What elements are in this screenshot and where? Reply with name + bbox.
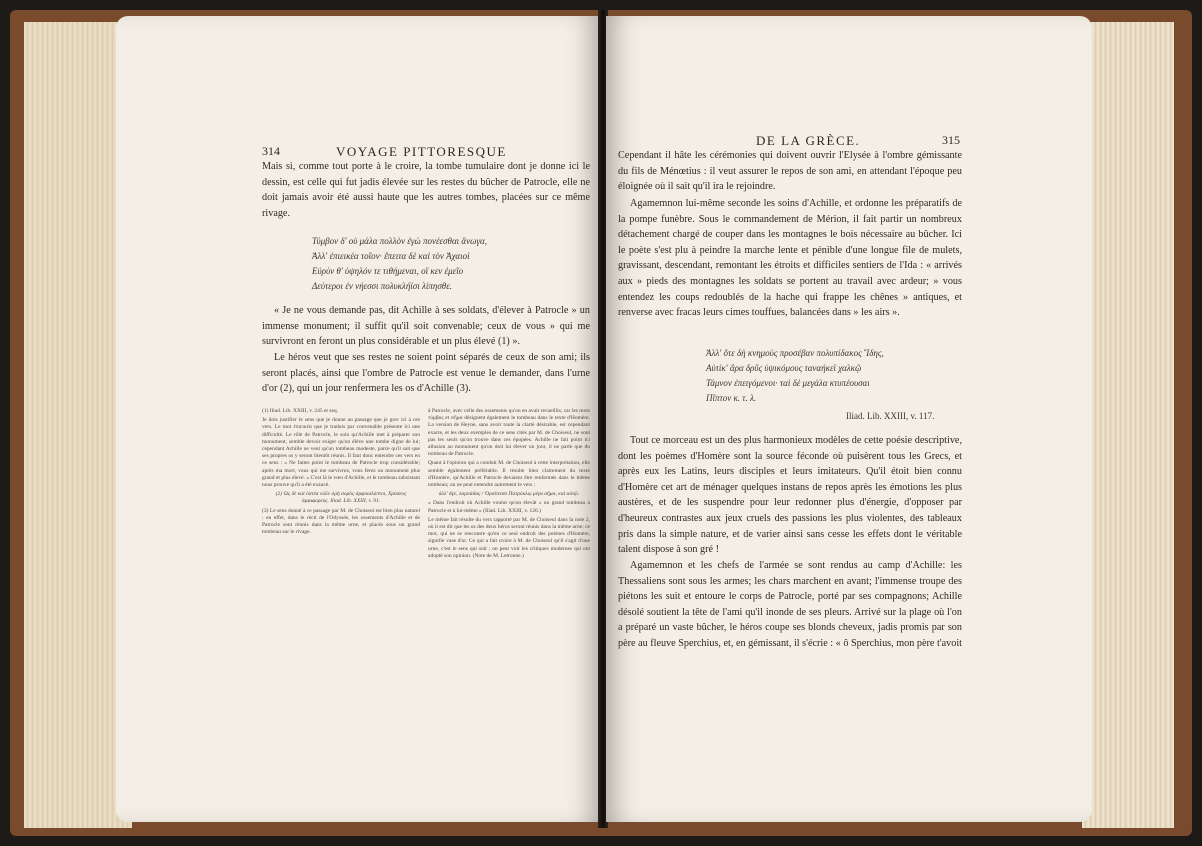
greek-verse: Δεύτεροι ἐν νήεσσι πολυκλήϊσι λίπησθε. bbox=[312, 281, 453, 291]
greek-verse: Εὐρύν θ' ὑψηλόν τε τιθήμεναι, οἵ κεν ἐμεῖο bbox=[312, 266, 464, 276]
footnote: « Dans l'endroit où Achille voulut qu'on élevât » un grand tombeau à Patrocle et à lui-même » (Iliad. Lib. XXIII, v. 126.) bbox=[428, 500, 590, 514]
greek-verse: Ἀλλ' ὅτε δὴ κνημοὺς προσέβαν πολυπίδακος Ἴδης, bbox=[706, 348, 884, 358]
right-paragraph-3: Tout ce morceau est un des plus harmonieux modèles de cette poésie descriptive, dont les poèmes d'Homère sont la source féconde où puisèrent tous les Grecs, et après eux les Latins, leurs disciples et leurs imitateurs. Qu'il étoit bien connu d'Homère cet art de ménager quelques instans de repos après les émotions les plus austères, et de les suspendre pour leur redonner plus d'énergie, d'opposer par d'heureux contrastes aux jeux cruels des passions les plus violentes, des tableaux pris dans la simple nature, et de varier ainsi sans cesse les effets dont le véritable talent dispose à son gré ! bbox=[618, 435, 962, 556]
left-running-head: VOYAGE PITTORESQUE bbox=[336, 144, 507, 159]
left-paragraph-1: Mais si, comme tout porte à le croire, la tombe tumulaire dont je donne ici le dessin, est celle qui fut jadis élevée sur les restes du bûcher de Patrocle, elle ne doit jamais avoir été aussi haute que les autres tombes, placées sur ce même rivage. bbox=[262, 161, 590, 219]
footnote: à Patrocle, avec celle des ossements qu'on en avait recueillis; car les mots τύμβος et σῆμα désignent également le tombeau dans le texte d'Homère. La version de Heyne, sans avoir toute la clarté désirable, est cependant exacte, et les deux exemples de ce sens cités par M. de Choiseul, ne sont pas les seuls qu'on trouve dans ces épopées. Achille ne fait point ici allusion au monument qu'on doit lui élever un jour, il ne parle que du tombeau de Patrocle. bbox=[428, 408, 590, 458]
page-edges-right bbox=[1082, 22, 1174, 828]
footnote: (3) Le sens donné à ce passage par M. de Choiseul est bien plus naturel : en effet, dans le récit de l'Odyssée, les ossements d'Achille et de Patrocle sont réunis dans la même urne, et placés sous un grand tombeau sur le rivage. bbox=[262, 507, 420, 536]
footnote-greek: (2) Ὡς δὲ καὶ ὀστέα νῶϊν ὁμὴ σορὸς ἀμφικαλύπτοι, Χρύσεος ἀμφιφορεύς. Iliad. Lib. XXIII, v. 91. bbox=[275, 491, 407, 505]
footnote: (1) Iliad. Lib. XXIII, v. 245 et seq. bbox=[262, 408, 339, 414]
right-page-number: 315 bbox=[942, 133, 960, 147]
left-page-number: 314 bbox=[262, 144, 280, 158]
left-footnotes-column-1 bbox=[262, 408, 420, 708]
footnote: Quant à l'opinion qui a conduit M. de Choiseul à cette interprétation, elle semble également préférable. Il résulte bien clairement du texte d'Homère, qu'Achille et Patrocle devaient être renfermés dans le même tombeau; on ne peut entendre autrement le vers : bbox=[428, 460, 590, 489]
greek-verse: Τάμνον ἐπειγόμενοι· ταὶ δὲ μεγάλα κτυπέουσαι bbox=[706, 378, 870, 388]
left-footnotes-column-2 bbox=[428, 408, 590, 708]
right-running-head: DE LA GRÈCE. bbox=[756, 133, 861, 148]
right-greek-quote bbox=[706, 346, 956, 406]
left-paragraph-2: « Je ne vous demande pas, dit Achille à ses soldats, d'élever à Patrocle » un immense monument; il suffit qu'il soit convenable; ceux de vous » qui me survivront en feront un plus considérable et un plus élevé (1) ». bbox=[262, 305, 590, 348]
right-citation: Iliad. Lib. XXIII, v. 117. bbox=[846, 411, 935, 421]
left-greek-quote bbox=[312, 234, 582, 294]
left-paragraph-3: Le héros veut que ses restes ne soient point séparés de ceux de son ami; ils seront placés, ainsi que l'ombre de Patrocle est venue le demander, dans l'urne d'or (2), qui un jour renfermera les os d'Achille (3). bbox=[262, 352, 590, 395]
greek-verse: Αὐτίκ' ἄρα δρῦς ὑψικόμους ταναήκεϊ χαλκῷ bbox=[706, 363, 862, 373]
left-page bbox=[116, 16, 600, 822]
right-page bbox=[606, 16, 1092, 822]
greek-verse: Πῖπτον κ. τ. λ. bbox=[706, 393, 757, 403]
footnote: Je dois justifier le sens que je donne au passage que je grec ici à ces vers. Le mot ἐπιεικέα que je traduis par convenable présente ici une difficulté. Le rôle de Patrocle, le soin qu'Achille met à préparer son monument, semble devoir exiger qu'on élève une tombe digne de lui; cependant Achille ne veut qu'un tombeau modeste, parce qu'il sait que ses propres os y seront bientôt réunis. Il faut donc entendre ces vers en ce sens : « Ne faites point le tombeau de Patrocle trop considérable; après ma mort, vous qui me survivrez, vous ferez un monument plus grand et plus élevé. » C'est là le vœu d'Achille, et le tombeau subsistant nous prouve qu'il a été exaucé. bbox=[262, 417, 420, 489]
greek-verse: Ἀλλ' ἐπιεικέα τοῖον· ἔπειτα δὲ καὶ τὸν Ἀχαιοὶ bbox=[312, 251, 470, 261]
right-paragraph-4: Agamemnon et les chefs de l'armée se sont rendus au camp d'Achille: les Thessaliens sont sous les armes; les chars marchent en avant; l'immense troupe des piétons les suit et entoure le corps de Patrocle, porté par ses compagnons; Achille désolé soutient la tête de l'ami qu'il inonde de ses pleurs. Arrivé sur la plage où l'on a préparé un vaste bûcher, le héros coupe ses blonds cheveux, jadis promis par son père au fleuve Sperchius, et, en gémissant, il s'écrie : « ô Sperchius, mon père t'avoit bbox=[618, 560, 963, 649]
footnote-greek: ἀλλ' ἄγε, λαμπάδας / Ὀρσίτεσσι Πατρόκλῳ μέγα σῆμα, καὶ αὐτῷ. bbox=[438, 491, 580, 498]
right-paragraph-2: Agamemnon lui-même seconde les soins d'Achille, et ordonne les préparatifs de la pompe funèbre. Sous le commandement de Mérion, il fait partir un nombreux détachement chargé de couper dans les montagnes le bois nécessaire au bûcher. Ici le poète s'est plu à peindre la marche lente et pénible d'une longue file de mulets, gravissant, descendant, remontant les étroits et difficiles sentiers de l'Ida : « arrivés aux » pieds des montagnes les soldats se portent au travail avec ardeur; » vous entendez les coups redoublés de la hache qui frappe les chênes » antiques, et renverse avec fracas leurs cimes touffues, balancées dans » les airs ». bbox=[618, 198, 962, 319]
footnote: Le même fait résulte du vers rapporté par M. de Choiseul dans la note 2, où il est dit que les os des deux héros seront réunis dans la même urne; ce mot, qui ne se rencontre qu'en ce seul endroit des poèmes d'Homère, signifie vase d'or. Ce qui a fait croire à M. de Choiseul qu'il s'agit d'une urne, c'est le sens qui suit ; on peut voir les critiques modernes qui ont adopté son opinion. (Note de M. Letronne.) bbox=[428, 516, 590, 559]
right-paragraph-1: Cependant il hâte les cérémonies qui doivent ouvrir l'Elysée à l'ombre gémissante du fils de Ménœtius : il veut assurer le repos de son ami, en attendant l'époque peu éloignée où il sait qu'il ira le rejoindre. bbox=[618, 150, 962, 193]
greek-verse: Τύμβον δ' οὐ μάλα πολλὸν ἐγὼ πονέεσθαι ἄνωγα, bbox=[312, 236, 488, 246]
